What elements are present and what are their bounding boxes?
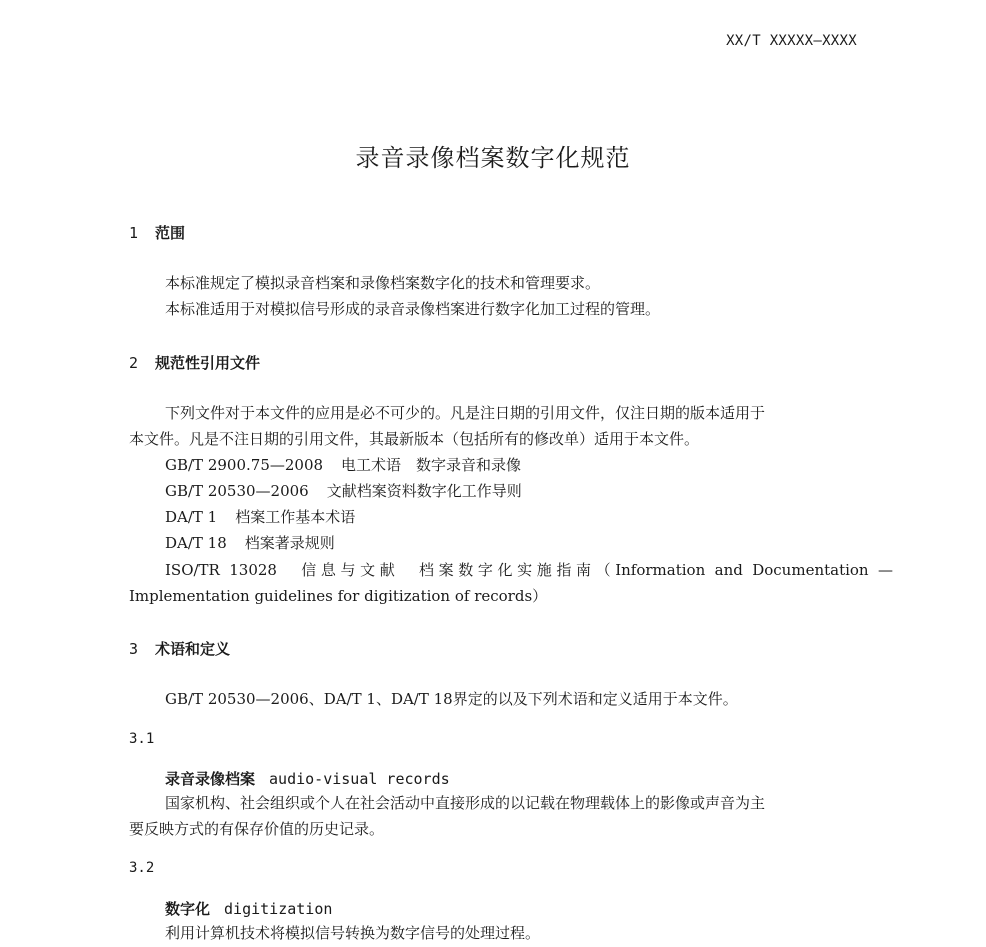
reference-code: GB/T 2900.75—2008 (165, 456, 324, 474)
subsection-number: 3.2 (129, 860, 155, 876)
paragraph: GB/T 20530—2006、DA/T 1、DA/T 18界定的以及下列术语和定义适用于本文件。 (165, 690, 738, 708)
term-definition: 利用计算机技术将模拟信号转换为数字信号的处理过程。 (165, 924, 541, 942)
section-number: 3 (129, 640, 139, 658)
reference-code: DA/T 18 (165, 534, 227, 552)
reference-title: 档案著录规则 (244, 534, 335, 552)
reference-item (129, 530, 893, 556)
paragraph: 下列文件对于本文件的应用是必不可少的。凡是注日期的引用文件，仅注日期的版本适用于 (165, 404, 766, 422)
reference-item-iso-continued: Implementation guidelines for digitization of records） (129, 587, 548, 605)
reference-code: GB/T 20530—2006 (165, 482, 309, 500)
term-english: digitization (224, 900, 333, 918)
section-title: 范围 (155, 224, 186, 242)
term-english: audio-visual records (269, 770, 450, 788)
section-heading-3 (129, 638, 230, 659)
section-number: 2 (129, 354, 139, 372)
term-chinese: 数字化 (165, 900, 211, 918)
reference-item (129, 504, 893, 530)
reference-code: DA/T 1 (165, 508, 218, 526)
reference-title: 电工术语 数字录音和录像 (341, 456, 522, 474)
section-title: 术语和定义 (155, 640, 231, 658)
term-definition: 要反映方式的有保存价值的历史记录。 (129, 820, 385, 838)
reference-title: 文献档案资料数字化工作导则 (326, 482, 522, 500)
term-entry (165, 768, 450, 789)
section-title: 规范性引用文件 (155, 354, 261, 372)
section-number: 1 (129, 224, 139, 242)
reference-item (129, 478, 893, 504)
reference-item-iso: ISO/TR 13028 信息与文献 档案数字化实施指南（Information and Documentation — (165, 561, 893, 579)
document-title: 录音录像档案数字化规范 (355, 144, 631, 172)
term-entry (165, 898, 332, 919)
term-chinese: 录音录像档案 (165, 770, 256, 788)
subsection-number: 3.1 (129, 731, 155, 747)
reference-item (129, 452, 893, 478)
section-heading-2 (129, 352, 260, 373)
standard-code: XX/T XXXXX—XXXX (726, 33, 857, 49)
paragraph: 本标准适用于对模拟信号形成的录音录像档案进行数字化加工过程的管理。 (165, 300, 661, 318)
paragraph: 本标准规定了模拟录音档案和录像档案数字化的技术和管理要求。 (165, 274, 601, 292)
paragraph: 本文件。凡是不注日期的引用文件，其最新版本（包括所有的修改单）适用于本文件。 (129, 430, 700, 448)
section-heading-1 (129, 222, 185, 243)
reference-title: 档案工作基本术语 (235, 508, 356, 526)
term-definition: 国家机构、社会组织或个人在社会活动中直接形成的以记载在物理载体上的影像或声音为主 (165, 794, 766, 812)
